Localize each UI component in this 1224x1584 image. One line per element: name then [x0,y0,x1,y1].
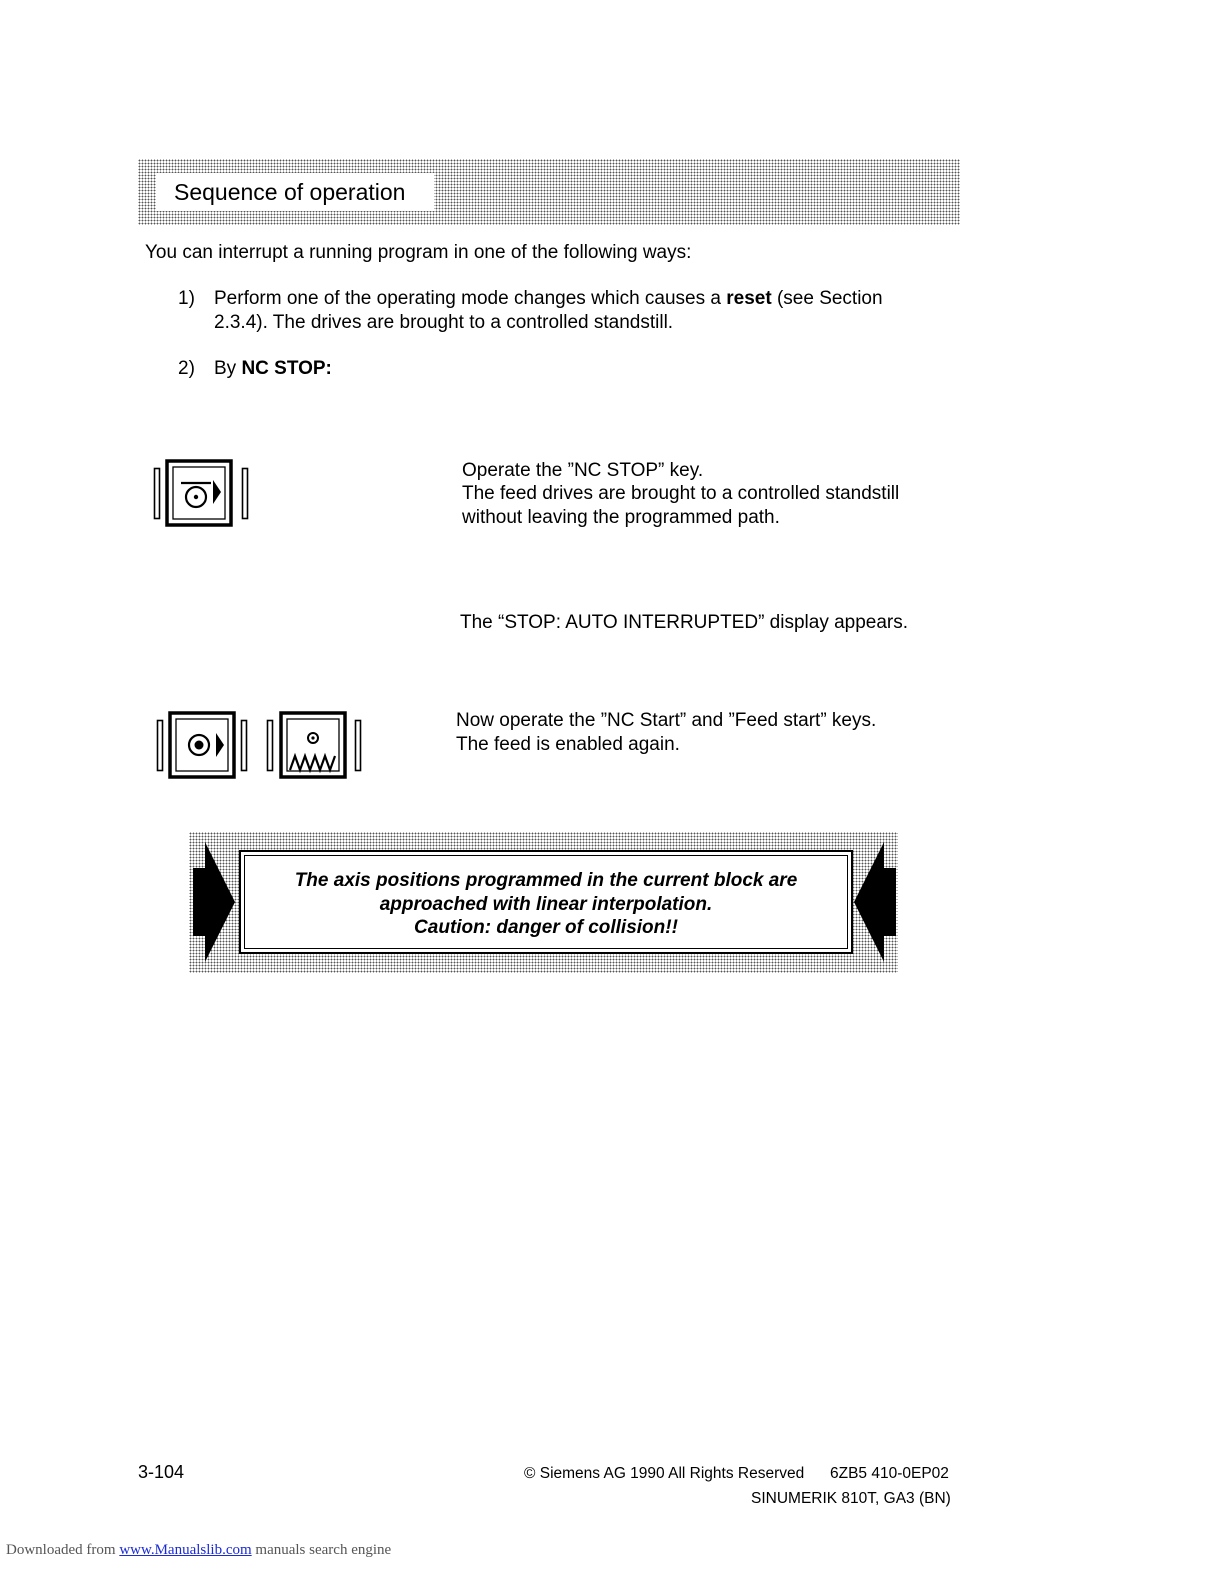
warning-line-1: The axis positions programmed in the current block are [294,870,798,891]
restart-line-1: Now operate the ”NC Start” and ”Feed start” keys. [456,710,877,731]
manualslib-note: Downloaded from www.Manualslib.com manuals search engine [6,1542,392,1558]
list-item-1-line-1: Perform one of the operating mode changes which causes a reset (see Section [214,288,883,309]
warning-line-3: Caution: danger of collision!! [414,917,678,938]
page-number: 3-104 [138,1462,185,1482]
nc-start-key-icon [153,710,255,780]
footer-order-number: 6ZB5 410-0EP02 [830,1465,949,1482]
list-item-1-number: 1) [178,288,195,309]
nc-stop-line-3: without leaving the programmed path. [462,507,780,528]
footer-product: SINUMERIK 810T, GA3 (BN) [751,1490,951,1507]
nc-stop-key-icon [150,458,252,528]
warning-arrow-left-icon [189,840,237,966]
stop-display-note: The “STOP: AUTO INTERRUPTED” display appears. [460,612,909,633]
footer-copyright: © Siemens AG 1990 All Rights Reserved [524,1465,805,1482]
section-title: Sequence of operation [156,173,434,211]
warning-line-2: approached with linear interpolation. [379,893,713,915]
nc-stop-line-2: The feed drives are brought to a controlled standstill [462,483,900,504]
warning-arrow-right-icon [852,840,900,966]
list-item-2-number: 2) [178,358,195,379]
restart-line-2: The feed is enabled again. [456,734,680,755]
list-item-1-line-2: 2.3.4). The drives are brought to a controlled standstill. [214,312,674,333]
feed-start-key-icon [263,710,367,780]
nc-stop-line-1: Operate the ”NC STOP” key. [462,460,704,481]
manualslib-link[interactable]: www.Manualslib.com [119,1542,252,1558]
list-item-2-text: By NC STOP: [214,358,332,379]
intro-text: You can interrupt a running program in one of the following ways: [145,242,692,263]
warning-text [239,869,853,940]
